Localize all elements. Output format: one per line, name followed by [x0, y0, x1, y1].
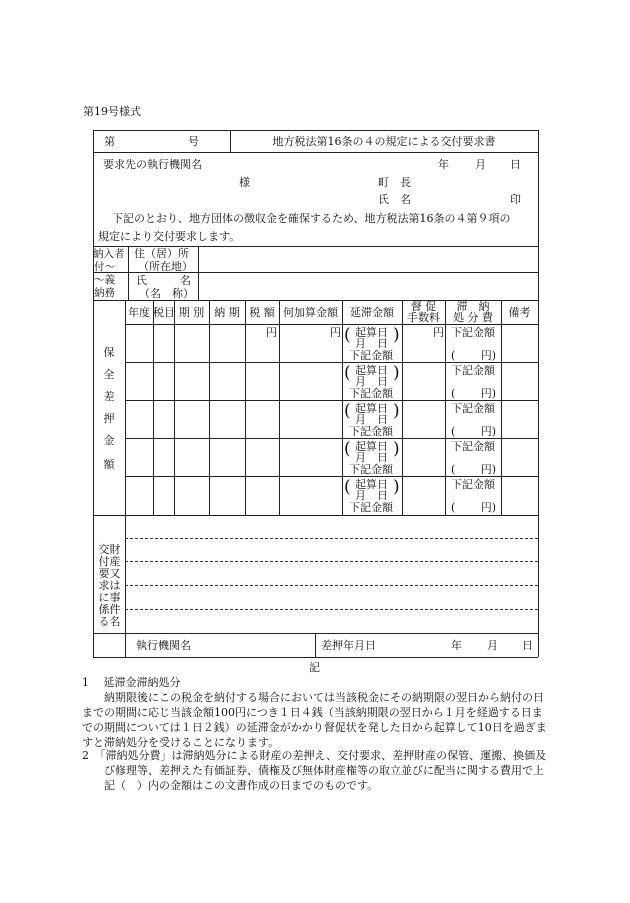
- disposition-see-below: 下記金額: [451, 440, 495, 453]
- col-header-surcharge: 何加算金額: [283, 306, 338, 319]
- hozen-char-5: 金: [103, 434, 115, 447]
- taxpayer-side-label-3: 〜義: [94, 274, 115, 286]
- disposition-see-below: 下記金額: [451, 402, 495, 415]
- see-below-amount: 下記金額: [349, 463, 393, 476]
- col-header-disposition: 滞 納: [456, 300, 490, 313]
- taxpayer-side-label-2: 付〜: [94, 261, 115, 273]
- col-header-tax-amount: 税 額: [249, 306, 275, 319]
- honorific-sama: 様: [239, 176, 250, 189]
- col-header-reminder: 督 促: [410, 300, 437, 313]
- col-header-fiscal-year: 年度: [128, 306, 150, 319]
- see-below-amount: 下記金額: [349, 501, 393, 514]
- intro-line-1: 下記のとおり、地方団体の徴収金を確保するため、地方税法第16条の４第９項の: [112, 212, 511, 225]
- col-header-disposition-fee: 処 分 費: [453, 311, 493, 324]
- disposition-yen-paren: ( 円): [451, 425, 497, 438]
- surcharge-yen-unit: 円: [330, 326, 341, 339]
- month-day-label: 月 日: [355, 413, 388, 426]
- date-day-label: 日: [510, 158, 521, 171]
- executing-org-label: 執行機関名: [136, 639, 191, 652]
- note-item-2: 2 「滞納処分費」は滞納処分による財産の差押え、交付要求、差押財産の保管、運搬、換価及び修理等、差押えた有価証券、債権及び無体財産権等の取立並びに配当に関する費用で上記（ ）内の金額はこの文書作成の日までのものです。: [82, 749, 547, 792]
- col-header-period: 期 別: [178, 306, 205, 319]
- month-day-label: 月 日: [355, 451, 388, 464]
- seizure-date-label: 差押年月日: [321, 639, 376, 652]
- disposition-see-below: 下記金額: [451, 478, 495, 491]
- see-below-amount: 下記金額: [349, 349, 393, 362]
- mayor-name-label: 氏 名: [378, 193, 411, 206]
- hozen-char-1: 保: [103, 346, 115, 359]
- month-day-label: 月 日: [355, 375, 388, 388]
- col-header-reminder-fee: 手数料: [407, 311, 440, 324]
- seizure-day-label: 日: [522, 639, 533, 652]
- start-date-label: 起算日: [355, 478, 388, 491]
- month-day-label: 月 日: [355, 337, 388, 350]
- form-title: 地方税法第16条の４の規定による交付要求書: [272, 135, 496, 148]
- intro-line-2: 規定により交付要求します。: [98, 230, 241, 243]
- hozen-char-2: 全: [103, 368, 115, 381]
- taxpayer-side-label-1: 納入者: [93, 248, 125, 260]
- addressee-label: 要求先の執行機関名: [103, 158, 202, 171]
- disposition-see-below: 下記金額: [451, 326, 495, 339]
- disposition-yen-paren: ( 円): [451, 387, 497, 400]
- taxpayer-side-label-4: 納務: [94, 287, 115, 299]
- town-mayor-label: 町 長: [378, 176, 411, 189]
- seal-mark: 印: [510, 193, 521, 206]
- hozen-char-4: 押: [103, 412, 115, 425]
- see-below-amount: 下記金額: [349, 425, 393, 438]
- col-header-due-date: 納 期: [214, 306, 240, 319]
- month-day-label: 月 日: [355, 489, 388, 502]
- disposition-yen-paren: ( 円): [451, 349, 497, 362]
- form-number: 第19号様式: [83, 105, 141, 118]
- disposition-yen-paren: ( 円): [451, 463, 497, 476]
- note-item-1-title: 1 延滞金滞納処分: [82, 676, 181, 689]
- number-suffix: 号: [188, 135, 199, 148]
- name-label: 氏 名: [136, 274, 191, 287]
- address-label-sub: （所在地）: [138, 260, 193, 273]
- notes-heading: 記: [309, 661, 320, 674]
- date-month-label: 月: [475, 158, 486, 171]
- see-below-amount: 下記金額: [349, 387, 393, 400]
- start-date-label: 起算日: [355, 364, 388, 377]
- col-header-tax-item: 税目: [153, 306, 175, 319]
- disposition-see-below: 下記金額: [451, 364, 495, 377]
- start-date-label: 起算日: [355, 402, 388, 415]
- hozen-char-3: 差: [103, 390, 115, 403]
- start-date-label: 起算日: [355, 326, 388, 339]
- address-label: 住（居）所: [134, 247, 189, 260]
- note-item-1-body: 納期限後にこの税金を納付する場合においては当該税金にその納期限の翌日から納付の日までの期間に応じ当該金額100円につき１日４銭（当該納期限の翌日から１月を経過する日までの期間については１日２銭）の延滞金がかかり督促状を発した日から起算して10日を過ぎますと滞納処分を受けることになります。: [82, 691, 547, 749]
- tax-amount-yen-unit: 円: [266, 326, 277, 339]
- number-prefix: 第: [104, 135, 115, 148]
- col-header-delinquency: 延滞金額: [350, 306, 394, 319]
- hozen-char-6: 額: [103, 458, 115, 471]
- reminder-fee-yen-unit: 円: [433, 326, 444, 339]
- start-date-label: 起算日: [355, 440, 388, 453]
- date-year-label: 年: [438, 158, 449, 171]
- col-header-remarks: 備考: [508, 306, 531, 319]
- disposition-yen-paren: ( 円): [451, 501, 497, 514]
- seizure-year-label: 年: [451, 639, 462, 652]
- seizure-month-label: 月: [487, 639, 498, 652]
- name-label-sub: （名 称）: [139, 287, 194, 300]
